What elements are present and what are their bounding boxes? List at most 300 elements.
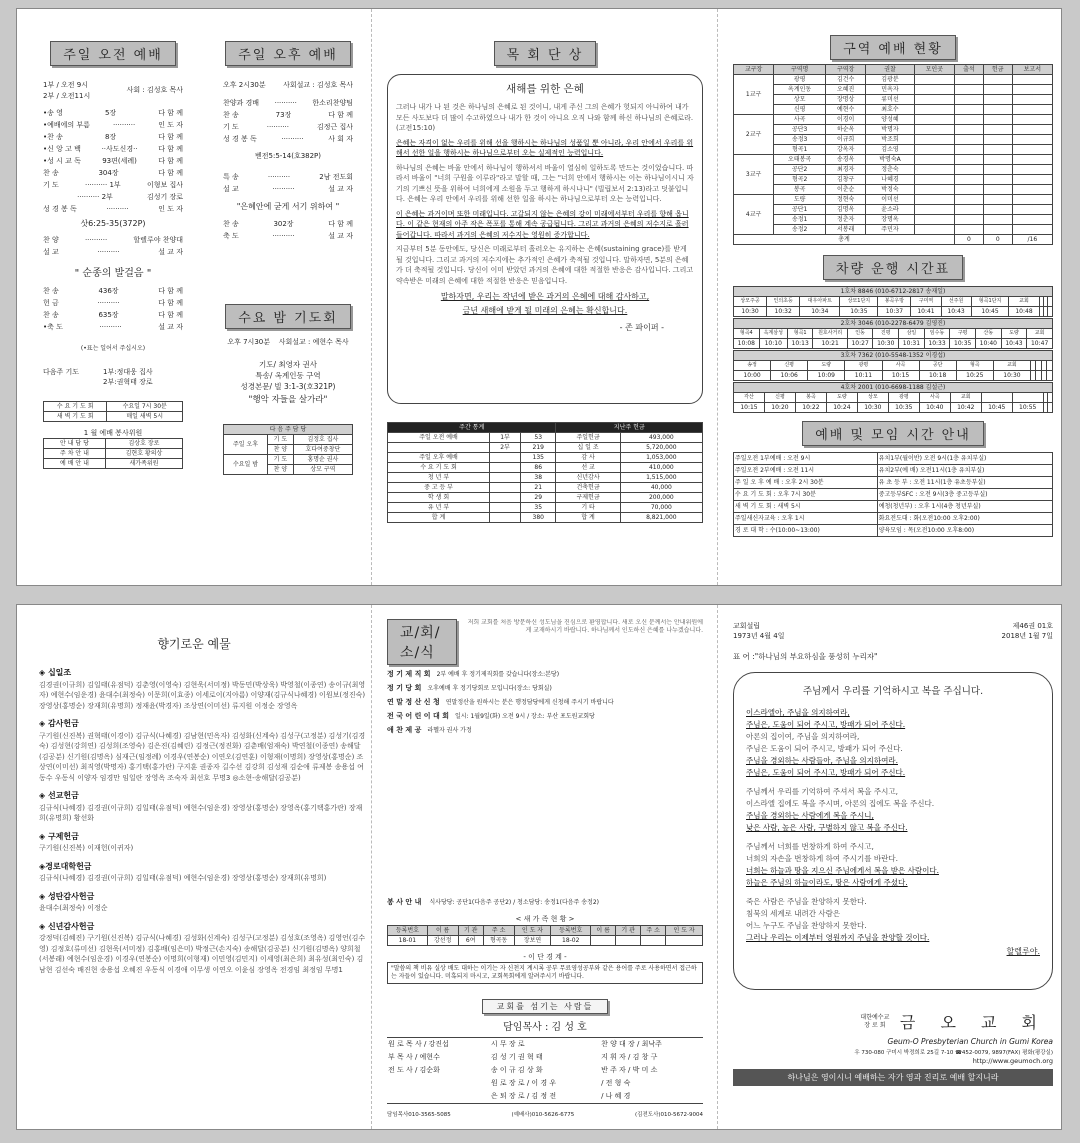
stats-cell: 5,720,000 — [620, 443, 702, 453]
order-cell: ·········· — [272, 232, 295, 240]
district-empty-cell — [914, 105, 954, 115]
bus-time: 10:15 — [734, 403, 765, 413]
poem-line: 죽은 사람은 주님을 찬양하지 못한다. — [746, 897, 867, 906]
district-worship-table — [733, 64, 1053, 245]
stats-cell: 1,515,000 — [620, 473, 702, 483]
new-family-col: 등록번호 — [388, 925, 428, 935]
news-item-value: 오후예배 후 정기당회로 모입니다(장소: 당회실) — [427, 685, 552, 692]
district-cell: 공단1 — [774, 205, 826, 215]
new-family-cell: 18-01 — [388, 935, 428, 945]
poem-line: 하늘은 주님의 하늘이라도, 땅은 사람에게 주셨다. — [746, 878, 908, 887]
bus-empty-cell — [1047, 361, 1053, 371]
new-family-cell — [616, 935, 641, 945]
offering-group-title: ◈ 선교헌금 — [39, 791, 79, 800]
news-item-value: 2부 예배 후 정기제직회를 갖습니다(장소:본당) — [436, 671, 560, 678]
stats-cell: 35 — [521, 503, 556, 513]
district-empty-cell — [983, 85, 1012, 95]
order-row — [43, 131, 183, 143]
order-cell: 436장 — [98, 286, 119, 295]
stats-cell: 53 — [521, 433, 556, 443]
schedule-right: 화요전도대 : 화(오전10:00 오후2:00) — [877, 513, 1052, 525]
bus-time: 10:30 — [857, 403, 888, 413]
stats-cell: 학 생 회 — [388, 493, 490, 503]
district-group: 1교구 — [734, 75, 774, 115]
order-cell: 성 경 봉 독 — [43, 205, 77, 213]
afternoon-worship-title: 주일 오후 예배 — [225, 41, 351, 66]
district-empty-cell — [954, 215, 983, 225]
stats-cell: 청 년 부 — [388, 473, 490, 483]
district-cell: 공단2 — [774, 165, 826, 175]
offering-group-title: ◈ 신년감사헌금 — [39, 921, 95, 931]
district-cell: 장명옥 — [866, 215, 914, 225]
bus-stop: 인의초등 — [767, 297, 800, 307]
district-cell: 송정3 — [774, 135, 826, 145]
district-cell: 이규희 — [826, 135, 866, 145]
bus-empty-cell — [1048, 297, 1053, 307]
district-empty-cell — [1012, 145, 1052, 155]
schedule-right: 유치2부(예 배) 오전11시(1층 유치부실) — [877, 465, 1052, 477]
district-cell: 최경자 — [826, 165, 866, 175]
bus-empty-cell — [1047, 371, 1053, 381]
bulletin-inner-sheet — [16, 8, 1062, 586]
bus-stop: 진평 — [873, 329, 899, 339]
district-cell: 송경옥 — [826, 155, 866, 165]
offering-group — [39, 892, 369, 914]
news-item-key: 전 국 어 린 이 대 회 — [387, 712, 449, 720]
staff-cell: 지 휘 자 / 김 창 구 — [601, 1053, 658, 1061]
order-cell: 기 도 — [223, 122, 239, 131]
order-row — [43, 285, 183, 297]
district-empty-cell — [1012, 185, 1052, 195]
district-cell: 오혜진 — [826, 85, 866, 95]
news-item — [387, 711, 703, 722]
order-cell: ·········· — [274, 98, 297, 107]
stats-cell: 주일 오전 예배 — [388, 433, 490, 443]
order-cell: 찬 송 — [43, 286, 59, 295]
district-empty-cell — [954, 145, 983, 155]
district-empty-cell — [1012, 215, 1052, 225]
pastor-column-box — [387, 74, 703, 404]
offering-group-names: 구기원(신진복) 이재헌(이귀자) — [39, 844, 134, 852]
order-cell: 다 함 께 — [158, 310, 183, 319]
bus-time: 10:30 — [734, 307, 767, 317]
bus-stop: 옥계삼성 — [759, 329, 787, 339]
district-empty-cell — [983, 205, 1012, 215]
district-cell: 하순옥 — [826, 125, 866, 135]
district-cell: 형곡1 — [774, 145, 826, 155]
offering-group-title: ◈ 성탄감사헌금 — [39, 891, 95, 901]
district-empty-cell — [1012, 175, 1052, 185]
bus-route-name: 2호차 3046 (010-2278-6479 김영진) — [734, 319, 1053, 329]
bus-empty-cell — [1048, 403, 1053, 413]
new-family-cell: 18-02 — [551, 935, 591, 945]
bus-empty-cell — [1048, 393, 1053, 403]
news-item — [387, 669, 703, 680]
afternoon-preacher: 사회설교 : 김성호 목사 — [283, 81, 353, 89]
poem-line: 그러나 우리는 이제부터 영원까지 주님을 찬양할 것이다. — [746, 933, 930, 942]
column-paragraph: 은혜는 자격이 없는 우리를 위해 선을 행하시는 하나님의 성품일 뿐 아니라, 우리 안에서 우리를 위해서 선한 일을 행하시는 하나님으로부터 오는 실제적인 능력입니다. — [396, 138, 694, 157]
order-cell: ·········· — [112, 121, 136, 129]
district-empty-cell — [983, 215, 1012, 225]
poem-line: 이스라엘 집에도 복을 주시며, 아론의 집에도 복을 주신다. — [746, 799, 935, 808]
bus-route-table — [733, 350, 1053, 381]
staff-cell — [387, 1090, 490, 1104]
order-cell: ·········· — [266, 122, 289, 131]
bus-time: 10:20 — [764, 403, 795, 413]
district-empty-cell — [914, 185, 954, 195]
offering-group — [39, 719, 369, 783]
offering-group-title: ◈ 감사헌금 — [39, 719, 79, 728]
order-cell: 찬 송 — [223, 110, 239, 119]
offering-group-names: 강정덕(김혜진) 구기원(신진복) 김규식(나혜경) 김성화(신계숙) 김성구(고정분) 김성호(조영옥) 김영언(김수영) 김정호(류미선) 김현욱(서미정) 김홍배(임은미) 박정근(손지숙) 송해달(김공분) 신기원(김명옥) 양희철(서봉래) 예현수(임운경) 이경우(연봉순) 이명희(이형재) 이민영(김민지) 이세영(최은희) 최유성(최인숙) 김남현 김선숙 배진현 송용섭 오혜진 우동식 이경애 이무생 이연오 이윤심 장영옥 전경임 최정임 무명1 — [39, 934, 366, 974]
next-week-duty-table: 다 음 주 담 당 주일 오후 기 도 김정호 집사 찬 양 호다여중창단 수요일 밤 기 도 홍명순 권사 찬 양 상모 구역 — [223, 424, 353, 475]
bus-route-name: 4호차 2001 (010-6698-1188 김설근) — [734, 383, 1053, 393]
district-cell: 정춘자 — [826, 215, 866, 225]
church-website[interactable]: http://www.geumoch.org — [972, 1057, 1053, 1065]
morning-order-list-3 — [43, 285, 183, 333]
schedule-row — [734, 501, 1053, 513]
order-cell: 다 함 께 — [158, 286, 183, 295]
bus-time: 10:31 — [899, 339, 925, 349]
poem-line: 이스라엘아, 주님을 의지하여라, — [746, 708, 850, 717]
bus-stop: 봉곡우방 — [878, 297, 911, 307]
new-family-col: 인 도 자 — [514, 925, 551, 935]
bus-time: 10:40 — [919, 403, 950, 413]
district-cell: 박조희 — [866, 135, 914, 145]
district-cell: 예현수 — [826, 105, 866, 115]
offering-group-title: ◈경로대학헌금 — [39, 861, 92, 871]
district-row — [734, 225, 1053, 235]
stats-cell — [388, 443, 490, 453]
order-cell: •신 앙 고 백 — [43, 145, 81, 153]
stats-cell: 중 고 등 부 — [388, 483, 490, 493]
stats-row — [388, 513, 703, 523]
order-row — [43, 234, 183, 246]
district-empty-cell — [954, 205, 983, 215]
stats-row — [388, 453, 703, 463]
district-row — [734, 185, 1053, 195]
offering-group-title: ◈ 구제헌금 — [39, 831, 79, 841]
bulletin-outer-sheet — [16, 604, 1062, 1130]
footer-verse: 하나님은 영이시니 예배하는 자가 영과 진리로 예배 할지니라 — [733, 1069, 1053, 1086]
order-cell: 김성기 장로 — [146, 193, 183, 201]
stats-cell: 감 사 — [556, 453, 620, 463]
order-cell: 다 함 께 — [158, 157, 183, 165]
news-item-value: 연말정산을 원하시는 분은 행정담당에게 신청해 주시기 바랍니다 — [445, 699, 614, 706]
order-cell: 2남 전도회 — [319, 173, 353, 181]
order-cell: 302장 — [273, 220, 294, 228]
order-cell: ·········· — [267, 173, 291, 181]
district-cell: 윤소라 — [866, 205, 914, 215]
district-empty-cell — [914, 135, 954, 145]
district-empty-cell — [954, 185, 983, 195]
bus-time: 10:48 — [1009, 307, 1039, 317]
district-total-off: 0 — [983, 235, 1012, 245]
schedule-left: 경 로 대 학 : 수(10:00~13:00) — [734, 525, 878, 537]
staff-table — [387, 1037, 703, 1104]
news-item — [387, 683, 703, 694]
order-cell: 635장 — [98, 310, 119, 319]
district-cell: 박명자 — [866, 125, 914, 135]
district-empty-cell — [983, 125, 1012, 135]
district-empty-cell — [1012, 155, 1052, 165]
district-col-header: 보고서 — [1012, 65, 1052, 75]
schedule-left: 주일새신자교육 : 오후 1시 — [734, 513, 878, 525]
bus-stop: 구미역 — [911, 297, 941, 307]
new-family-cell — [641, 935, 666, 945]
bus-time: 10:30 — [993, 371, 1030, 381]
column-paragraph: 지금부터 5분 동안에도, 당신은 미래로부터 흘러오는 유지하는 은혜(sustaining grace)를 받게 될 것입니다. 그리고 과거의 저수지에는 추가적인 은혜가 축적될 것입니다. 말하자면, 5분의 은혜가 더 축적될 것입니다. 당신이 이미 받았던 과거의 은혜에 대한 적절한 반응은 감사입니다. 그리고 약속받은 미래의 은혜에 대한 적절한 반응은 믿음입니다. — [396, 245, 694, 285]
schedule-right: 유 초 등 부 : 오전 11시(1층 유초등부실) — [877, 477, 1052, 489]
bus-time: 10:11 — [845, 371, 882, 381]
schedule-right: 유치1부(월이반) 오전 9시(1층 유치부실) — [877, 453, 1052, 465]
pastor-column-title: 목 회 단 상 — [494, 41, 597, 66]
order-cell: 다 함 께 — [158, 109, 183, 117]
bus-times-row — [734, 403, 1053, 413]
order-cell: ·········· 2부 — [77, 193, 113, 201]
order-row — [43, 321, 183, 333]
order-cell: ·········· — [272, 185, 295, 193]
new-family-table — [387, 925, 703, 946]
order-cell: 찬 송 — [223, 220, 239, 228]
bus-stop: 형곡1 — [787, 329, 813, 339]
district-empty-cell — [914, 195, 954, 205]
staff-cell: 찬 양 대 장 / 최낙주 — [601, 1040, 662, 1048]
district-cell: 민옥자 — [866, 85, 914, 95]
schedule-row — [734, 489, 1053, 501]
servants-title: 교회를 섬기는 사람들 — [482, 999, 609, 1014]
poem-line: 아론의 집이여, 주님을 의지하여라, — [746, 732, 860, 741]
church-english-name: Geum-O Presbyterian Church in Gumi Korea — [887, 1037, 1053, 1046]
district-cell: 사곡 — [774, 115, 826, 125]
district-empty-cell — [983, 175, 1012, 185]
bus-route-name: 1호차 8846 (010-6712-2817 송재일) — [734, 287, 1053, 297]
bus-time: 10:35 — [840, 307, 878, 317]
staff-row — [387, 1090, 703, 1104]
stats-cell — [490, 473, 521, 483]
afternoon-scripture: 벧전5:5-14(호382P) — [254, 151, 322, 160]
staff-cell: 원 로 목 사 / 강진섭 — [388, 1040, 449, 1048]
hallelujah: 할렐루야. — [1006, 947, 1040, 956]
schedule-right: 예청(청년부) : 오후 1시(4층 청년부실) — [877, 501, 1052, 513]
district-empty-cell — [914, 155, 954, 165]
news-item — [387, 725, 703, 736]
bus-time: 10:06 — [771, 371, 808, 381]
district-row — [734, 115, 1053, 125]
order-cell: ·········· — [99, 322, 122, 331]
district-cell: 공단3 — [774, 125, 826, 135]
district-row — [734, 85, 1053, 95]
stats-cell: 70,000 — [620, 503, 702, 513]
district-empty-cell — [954, 105, 983, 115]
district-total-row — [734, 235, 1053, 245]
stats-cell: 2부 — [490, 443, 521, 453]
district-empty-cell — [983, 155, 1012, 165]
district-cell: 김명옥 — [826, 205, 866, 215]
offering-list — [39, 668, 369, 975]
afternoon-order-list-3 — [223, 218, 353, 242]
bus-empty-cell — [1012, 393, 1043, 403]
morning-sermon-title: " 순종의 발걸음 " — [74, 267, 152, 279]
order-row — [223, 121, 353, 133]
bus-time: 10:00 — [734, 371, 771, 381]
schedule-left: 새 벽 기 도 회 : 새벽 5시 — [734, 501, 878, 513]
district-empty-cell — [954, 75, 983, 85]
new-family-col: 이 름 — [591, 925, 616, 935]
stats-cell: 21 — [521, 483, 556, 493]
district-row — [734, 145, 1053, 155]
staff-cell: 원 로 장 로 / 이 경 우 — [490, 1079, 557, 1087]
bus-stop: 원호사거리 — [813, 329, 847, 339]
bus-time: 10:47 — [1027, 339, 1053, 349]
bus-empty-cell — [981, 393, 1012, 403]
order-row — [223, 133, 353, 145]
schedule-left: 주일오전 1부예배 : 오전 9시 — [734, 453, 878, 465]
bus-stop: 삼일 — [899, 329, 925, 339]
prayer-next-week: 다음주 기도 1부:정대웅 집사 2부:권혁태 장로 — [43, 367, 153, 386]
district-empty-cell — [1012, 205, 1052, 215]
bus-time: 10:13 — [787, 339, 813, 349]
district-cell: 광평 — [774, 75, 826, 85]
district-empty-cell — [983, 95, 1012, 105]
offering-group-names: 구기원(신진복) 권혁태(이경이) 김규식(나혜경) 김남현(민옥자) 김성화(신계숙) 김성구(고정분) 김성기(김경숙) 김성현(강희연) 김성희(조영숙) 김은진(김혜린) 김정근(정진화) 김춘배(엄재숙) 박연철(이종연) 송해달(김공분) 신기원(김명옥) 심재근(임정례) 이경우(연봉순) 이연오(김연훈) 이형재(이명희) 장영상(홍명순) 조상연(이미선) 최직영(박명자) 홍기택(홍가란) 구지훈 권종자 길수선 김강희 김성재 김순애 류제봉 송용섭 여동수 우동식 이양자 임경만 임일란 장영옥 조숙자 최선호 무명3 ◎소현-송해달(김공분) — [39, 731, 366, 782]
district-cell: 김건수 — [826, 75, 866, 85]
new-family-cell: 형곡동 — [483, 935, 514, 945]
morning-scripture: 삿6:25-35(372P) — [80, 219, 146, 228]
bus-stops-row — [734, 393, 1053, 403]
district-empty-cell — [983, 185, 1012, 195]
poem-title: 주님께서 우리를 기억하시고 복을 주십니다. — [802, 686, 984, 697]
offering-column — [39, 635, 369, 1125]
bus-stop: 사곡 — [882, 361, 919, 371]
district-empty-cell — [954, 125, 983, 135]
district-cell: 오태봉곡 — [774, 155, 826, 165]
stats-cell — [490, 493, 521, 503]
order-cell: 다 함 께 — [158, 298, 183, 307]
bus-time: 10:45 — [981, 403, 1012, 413]
stats-cell: 29 — [521, 493, 556, 503]
staff-cell — [387, 1077, 490, 1090]
offering-group-title: ◈ 십일조 — [39, 668, 72, 677]
district-empty-cell — [954, 85, 983, 95]
bus-route-header — [734, 383, 1053, 393]
staff-cell: 김 성 기 권 혁 태 — [490, 1053, 543, 1061]
order-cell: 설 교 자 — [328, 232, 353, 240]
heresy-title: - 이 단 경 계 - — [523, 952, 567, 961]
bus-time: 10:43 — [1001, 339, 1027, 349]
district-empty-cell — [1012, 165, 1052, 175]
bus-stop: 각산 — [734, 393, 765, 403]
district-cell: 도량 — [774, 195, 826, 205]
bus-stop: 도량 — [1001, 329, 1027, 339]
schedule-left: 수 요 기 도 회 : 오후 7시 30분 — [734, 489, 878, 501]
stats-cell: 선 교 — [556, 463, 620, 473]
district-empty-cell — [914, 205, 954, 215]
order-cell: ·········· — [84, 235, 108, 244]
district-cell: 최호수 — [866, 105, 914, 115]
new-family-col: 등록번호 — [551, 925, 591, 935]
bus-time: 10:45 — [971, 307, 1009, 317]
order-cell: 다 함 께 — [158, 145, 183, 153]
order-row — [43, 155, 183, 167]
staff-cell: 은 퇴 장 로 / 김 정 전 — [490, 1092, 557, 1100]
bus-time: 10:41 — [911, 307, 941, 317]
order-cell: 설 교 자 — [158, 247, 183, 256]
district-empty-cell — [914, 225, 954, 235]
stats-cell — [490, 453, 521, 463]
bus-stop: 송정 — [734, 361, 771, 371]
stats-cell: 219 — [521, 443, 556, 453]
district-row — [734, 165, 1053, 175]
order-cell: 93편(세례) — [102, 157, 137, 165]
wednesday-details: 기도/ 최영자 권사 특송/ 옥계인동 구역 성경본문/ 빌 3:1-3(호321P) "행악 자들을 살가라" — [240, 360, 336, 405]
district-empty-cell — [1012, 135, 1052, 145]
stats-row — [388, 483, 703, 493]
bus-time: 10:18 — [919, 371, 956, 381]
poem-line: 주님께서 우리를 기억하여 주셔서 복을 주시고, — [746, 787, 898, 796]
offering-group — [39, 832, 369, 854]
district-empty-cell — [1012, 75, 1052, 85]
bus-stop: 선주원 — [941, 297, 971, 307]
order-row — [43, 191, 183, 203]
district-cell: 김소영 — [866, 145, 914, 155]
district-empty-cell — [1012, 195, 1052, 205]
bus-time: 10:33 — [924, 339, 950, 349]
district-cell: 형곡2 — [774, 175, 826, 185]
order-row — [223, 230, 353, 242]
order-cell: 다 함 께 — [158, 169, 183, 177]
order-row — [223, 171, 353, 183]
district-empty-cell — [914, 215, 954, 225]
new-family-col: 주 소 — [483, 925, 514, 935]
bus-stop: 형곡4 — [734, 329, 760, 339]
schedule-row — [734, 465, 1053, 477]
stats-cell: 493,000 — [620, 433, 702, 443]
poem-lines — [746, 707, 1040, 944]
new-family-cell: 강선정 — [427, 935, 458, 945]
order-cell: 다 함 께 — [328, 220, 353, 228]
schedule-row — [734, 477, 1053, 489]
morning-worship-title: 주일 오전 예배 — [50, 41, 176, 66]
stats-cell: 합 계 — [388, 513, 490, 523]
bus-route-header — [734, 287, 1053, 297]
bus-stop: 교회 — [1009, 297, 1039, 307]
stats-cell: 주일헌금 — [556, 433, 620, 443]
bus-times-row — [734, 371, 1053, 381]
stats-cell: 86 — [521, 463, 556, 473]
morning-order-list — [43, 107, 183, 215]
district-cell: 송정1 — [774, 215, 826, 225]
staff-cell: 송 이 규 김 상 화 — [490, 1066, 543, 1074]
order-row — [43, 107, 183, 119]
stats-cell — [490, 513, 521, 523]
stats-cell: 380 — [521, 513, 556, 523]
bus-stops-row — [734, 297, 1053, 307]
poem-line: 주님은, 도움이 되어 주시고, 방패가 되어 주신다. — [746, 768, 906, 777]
bus-stop: 형곡1단지 — [971, 297, 1009, 307]
order-cell: 한소리찬양팀 — [312, 98, 353, 107]
district-col-header: 권찰 — [866, 65, 914, 75]
order-row — [43, 297, 183, 309]
new-family-col: 인 도 자 — [666, 925, 703, 935]
poem-line: 낮은 사람, 높은 사람, 구별하지 않고 복을 주신다. — [746, 823, 908, 832]
offering-group — [39, 922, 369, 976]
bus-stop: 형곡 — [956, 361, 993, 371]
district-empty-cell — [914, 145, 954, 155]
bus-stop: 구평 — [950, 329, 976, 339]
district-cell: 상모 — [774, 95, 826, 105]
order-row — [43, 246, 183, 258]
